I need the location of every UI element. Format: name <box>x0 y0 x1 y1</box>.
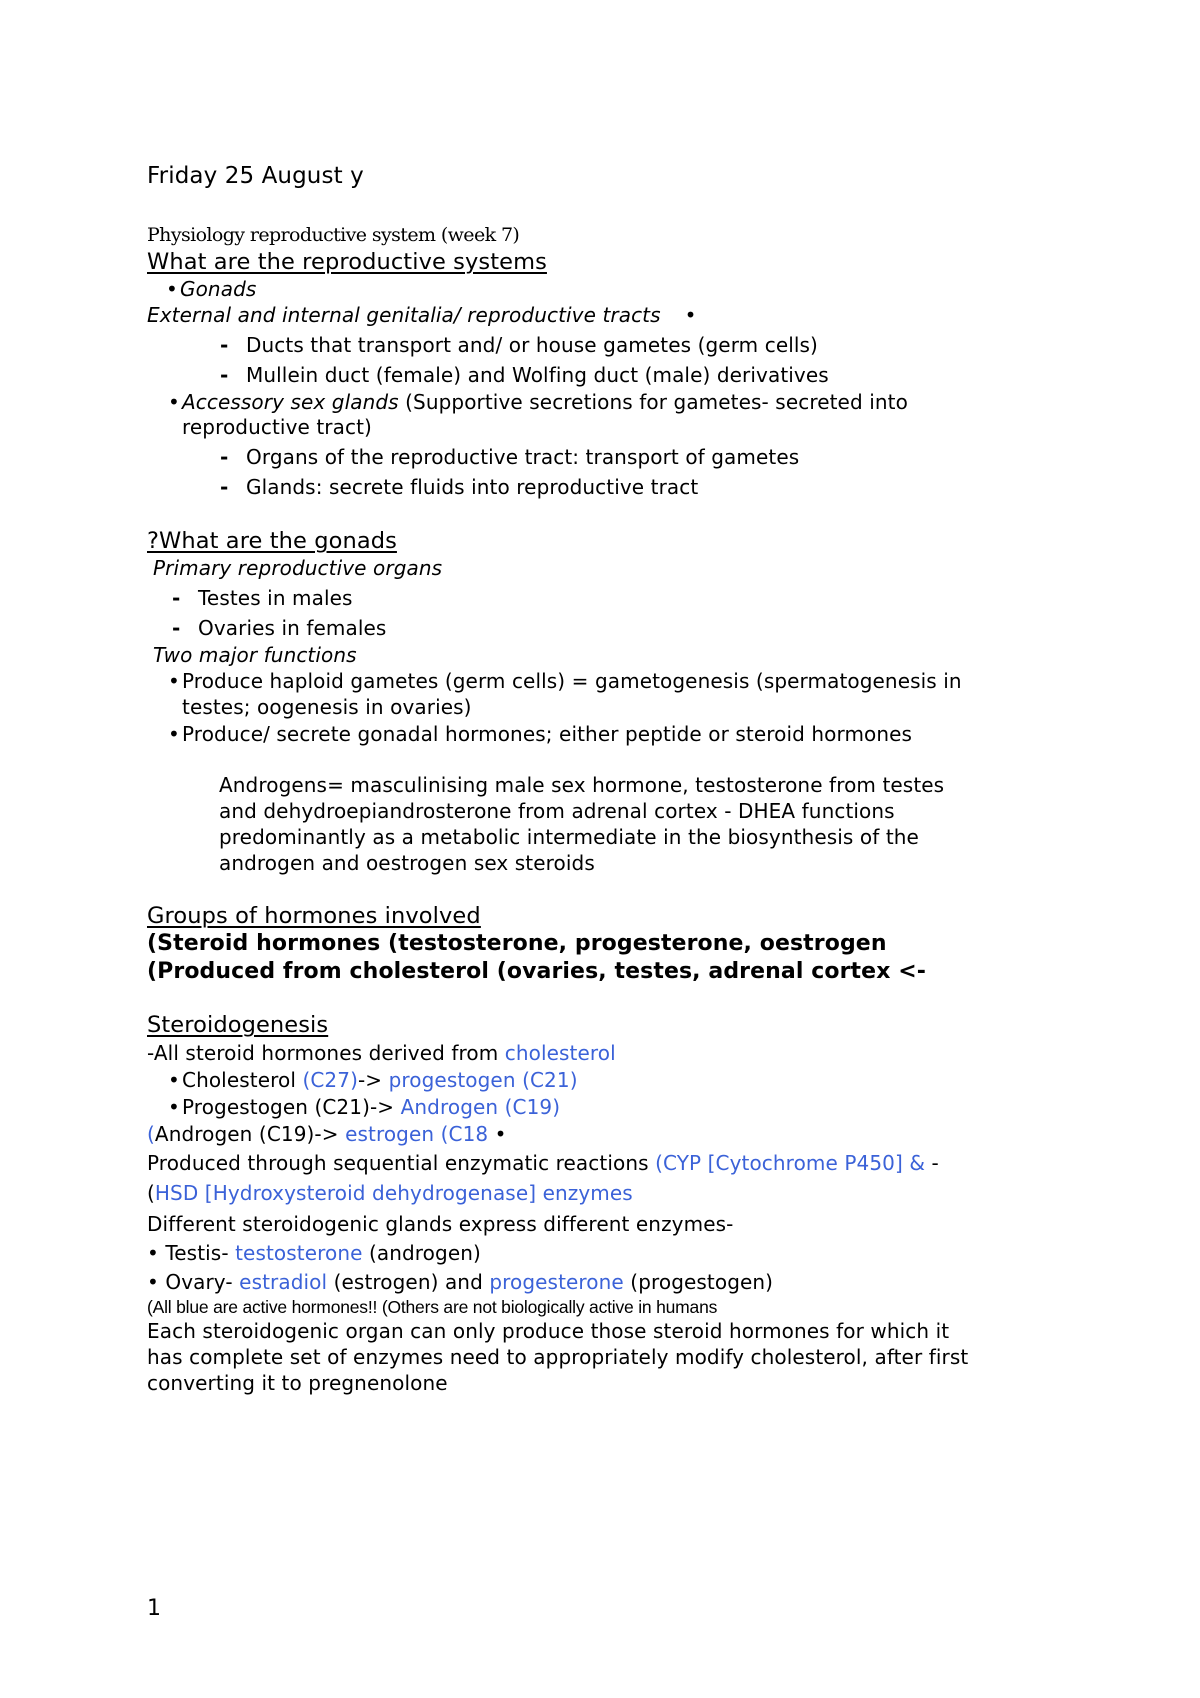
produced-from-cholesterol-line: (Produced from cholesterol (ovaries, testes, adrenal cortex <- <box>147 959 927 984</box>
different-glands-line: Different steroidogenic glands express different enzymes- <box>147 1212 734 1236</box>
list-item-cholesterol: • Cholesterol (C27)-> progestogen (C21) <box>168 1068 578 1092</box>
list-item-progestogen: • Progestogen (C21)-> Androgen (C19) <box>168 1095 561 1119</box>
hsd-line: (HSD [Hydroxysteroid dehydrogenase] enzymes <box>147 1181 633 1205</box>
androgens-paragraph-l4: androgen and oestrogen sex steroids <box>219 851 595 875</box>
section-heading-gonads: ?What are the gonads <box>147 528 397 554</box>
sub-item-ducts-transport: - Ducts that transport and/ or house gametes (germ cells) <box>220 333 818 357</box>
sub-item-organs: - Organs of the reproductive tract: transport of gametes <box>220 445 800 469</box>
section-heading-groups: Groups of hormones involved <box>147 903 481 929</box>
list-item-secrete: • Produce/ secrete gonadal hormones; either peptide or steroid hormones <box>168 722 913 746</box>
ovary-line: • Ovary- estradiol (estrogen) and progesterone (progestogen) <box>147 1270 774 1294</box>
page-number: 1 <box>147 1596 162 1621</box>
two-functions-label: Two major functions <box>153 643 357 667</box>
androgens-paragraph-l3: predominantly as a metabolic intermediate in the biosynthesis of the <box>219 825 919 849</box>
subtitle: Physiology reproductive system (week 7) <box>147 224 520 246</box>
sequential-reactions-line: Produced through sequential enzymatic reactions (CYP [Cytochrome P450] & - <box>147 1151 939 1175</box>
sub-item-glands: - Glands: secrete fluids into reproductive tract <box>220 475 699 499</box>
sub-item-mullein-duct: - Mullein duct (female) and Wolfing duct (male) derivatives <box>220 363 829 387</box>
list-item-accessory-glands: • Accessory sex glands (Supportive secretions for gametes- secreted into <box>168 390 908 414</box>
section-heading-reproductive-systems: What are the reproductive systems <box>147 249 547 275</box>
each-organ-l3: converting it to pregnenolone <box>147 1371 448 1395</box>
derived-line: -All steroid hormones derived from cholesterol <box>147 1041 616 1065</box>
each-organ-l1: Each steroidogenic organ can only produce those steroid hormones for which it <box>147 1319 950 1343</box>
androgen-line: (Androgen (C19)-> estrogen (C18 • <box>147 1122 507 1146</box>
active-hormones-note: (All blue are active hormones!! (Others are not biologically active in humans <box>147 1297 718 1317</box>
androgens-paragraph-l1: Androgens= masculinising male sex hormone, testosterone from testes <box>219 773 945 797</box>
list-item-haploid: • Produce haploid gametes (germ cells) = gametogenesis (spermatogenesis in <box>168 669 962 693</box>
sub-item-testes: - Testes in males <box>172 586 353 610</box>
steroid-hormones-line: (Steroid hormones (testosterone, progesterone, oestrogen <box>147 931 887 956</box>
date-heading: Friday 25 August y <box>147 163 364 189</box>
section-heading-steroidogenesis: Steroidogenesis <box>147 1012 329 1038</box>
testis-line: • Testis- testosterone (androgen) <box>147 1241 481 1265</box>
list-item-genitalia: External and internal genitalia/ reproductive tracts • <box>147 303 697 327</box>
list-item-haploid-cont: testes; oogenesis in ovaries) <box>182 695 472 719</box>
androgens-paragraph-l2: and dehydroepiandrosterone from adrenal cortex - DHEA functions <box>219 799 895 823</box>
list-item-accessory-cont: reproductive tract) <box>182 415 372 439</box>
primary-organs-label: Primary reproductive organs <box>153 556 443 580</box>
each-organ-l2: has complete set of enzymes need to appropriately modify cholesterol, after first <box>147 1345 969 1369</box>
sub-item-ovaries: - Ovaries in females <box>172 616 387 640</box>
list-item-gonads: • Gonads <box>166 277 257 301</box>
bullet-glyph: • <box>166 277 178 301</box>
